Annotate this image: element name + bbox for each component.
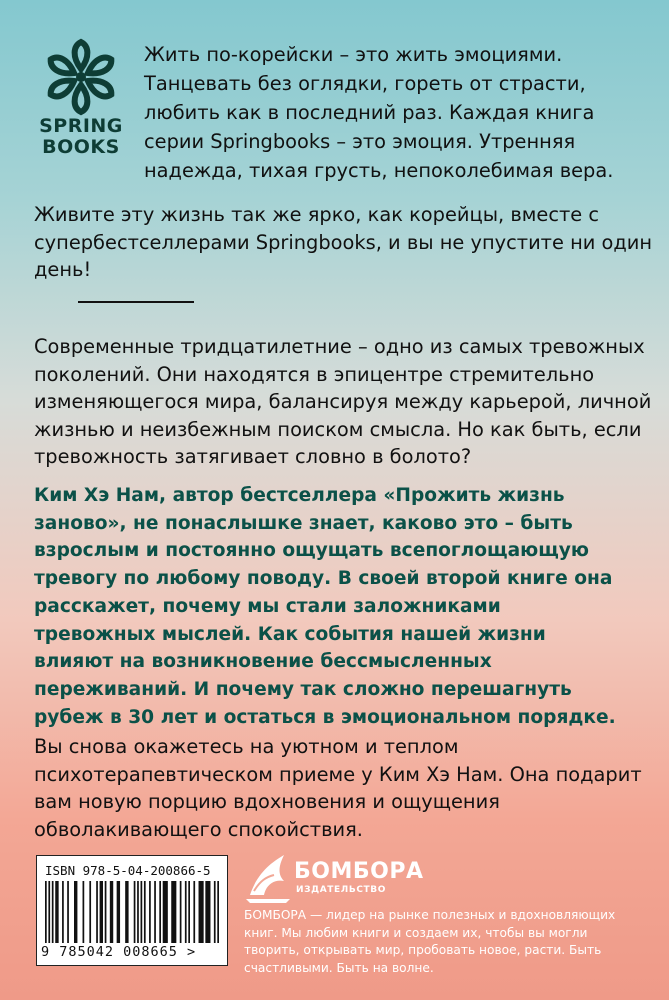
barcode-bar — [137, 881, 139, 943]
closing-text: Вы снова окажетесь на уютном и теплом психотерапевтическом приеме у Ким Хэ Нам. Она подарит вам новую порцию вдохновения и ощущения обволакивающего спокойствия. — [34, 735, 642, 841]
barcode-box — [36, 855, 228, 966]
barcode-bar — [159, 881, 161, 943]
barcode-bar — [96, 881, 98, 943]
wave-logo-icon — [244, 851, 292, 903]
barcode-bar — [117, 881, 120, 943]
barcode-bar — [217, 881, 219, 943]
barcode-bar — [48, 881, 50, 943]
series-call-text: Живите эту жизнь так же ярко, как корейцы, вместе с супербестселлерами Springbooks, и вы не упустите ни один день! — [34, 203, 653, 282]
barcode-bar — [154, 881, 156, 943]
barcode-bar — [141, 881, 143, 943]
barcode-bar — [188, 881, 190, 943]
book-description-text: Современные тридцатилетние – одно из самых тревожных поколений. Они находятся в эпицентре стремительно изменяющегося мира, балансируя между карьерой, личной жизнью и неизбежным поиском смысла. Но как быть, если тревожность затягивает словно в болото? — [34, 335, 652, 469]
publisher-name: БОМБОРА — [294, 859, 424, 884]
logo-line-books: BOOKS — [42, 136, 120, 158]
barcode-bar — [199, 881, 204, 943]
barcode-bar — [163, 881, 168, 943]
bombora-logo — [244, 851, 424, 907]
flower-icon — [41, 38, 121, 116]
barcode-bar — [100, 881, 103, 943]
barcode-bars — [45, 881, 219, 943]
divider-line — [78, 301, 194, 303]
barcode-bar — [89, 881, 91, 943]
barcode-bar — [110, 881, 113, 943]
barcode-bar — [52, 881, 54, 943]
isbn-label: ISBN 978-5-04-200866-5 — [45, 863, 211, 878]
barcode-number: 9 785042 008665 > — [41, 944, 197, 960]
springbooks-logo — [36, 38, 126, 158]
barcode-bar — [45, 881, 47, 943]
barcode-bar — [105, 881, 107, 943]
barcode-bar — [214, 881, 216, 943]
barcode-bar — [185, 881, 187, 943]
publisher-tagline: БОМБОРА — лидер на рынке полезных и вдохновляющих книг. Мы любим книги и создаем их, чтобы вы могли творить, открывать мир, пробовать новое, расти. Быть счастливыми. Быть на волне. — [244, 908, 616, 975]
barcode-bar — [193, 881, 195, 943]
barcode-bar — [83, 881, 85, 943]
barcode-bar — [144, 881, 146, 943]
barcode-bar — [125, 881, 128, 943]
barcode-bar — [67, 881, 69, 943]
publisher-subtitle: ИЗДАТЕЛЬСТВО — [296, 885, 386, 895]
author-highlight-text: Ким Хэ Нам, автор бестселлера «Прожить жизнь заново», не понаслышке знает, каково это – быть взрослым и постоянно ощущать всепоглощающую тревогу по любому поводу. В своей второй книге она расскажет, почему мы стали заложниками тревожных мыслей. Как события нашей жизни влияют на возникновение бессмысленных переживаний. И почему так сложно перешагнуть рубеж в 30 лет и остаться в эмоциональном порядке. — [34, 485, 616, 728]
barcode-bar — [62, 881, 64, 943]
series-intro-text: Жить по-корейски – это жить эмоциями. Танцевать без оглядки, гореть от страсти, любить как в последний раз. Каждая книга серии Springbooks – это эмоция. Утренняя надежда, тихая грусть, непоколебимая вера. — [144, 43, 614, 182]
barcode-bar — [55, 881, 58, 943]
barcode-bar — [134, 881, 136, 943]
barcode-bar — [149, 881, 151, 943]
barcode-bar — [171, 881, 176, 943]
logo-line-spring: SPRING — [39, 115, 123, 137]
barcode-bar — [205, 881, 210, 943]
barcode-bar — [74, 881, 77, 943]
barcode-bar — [180, 881, 182, 943]
